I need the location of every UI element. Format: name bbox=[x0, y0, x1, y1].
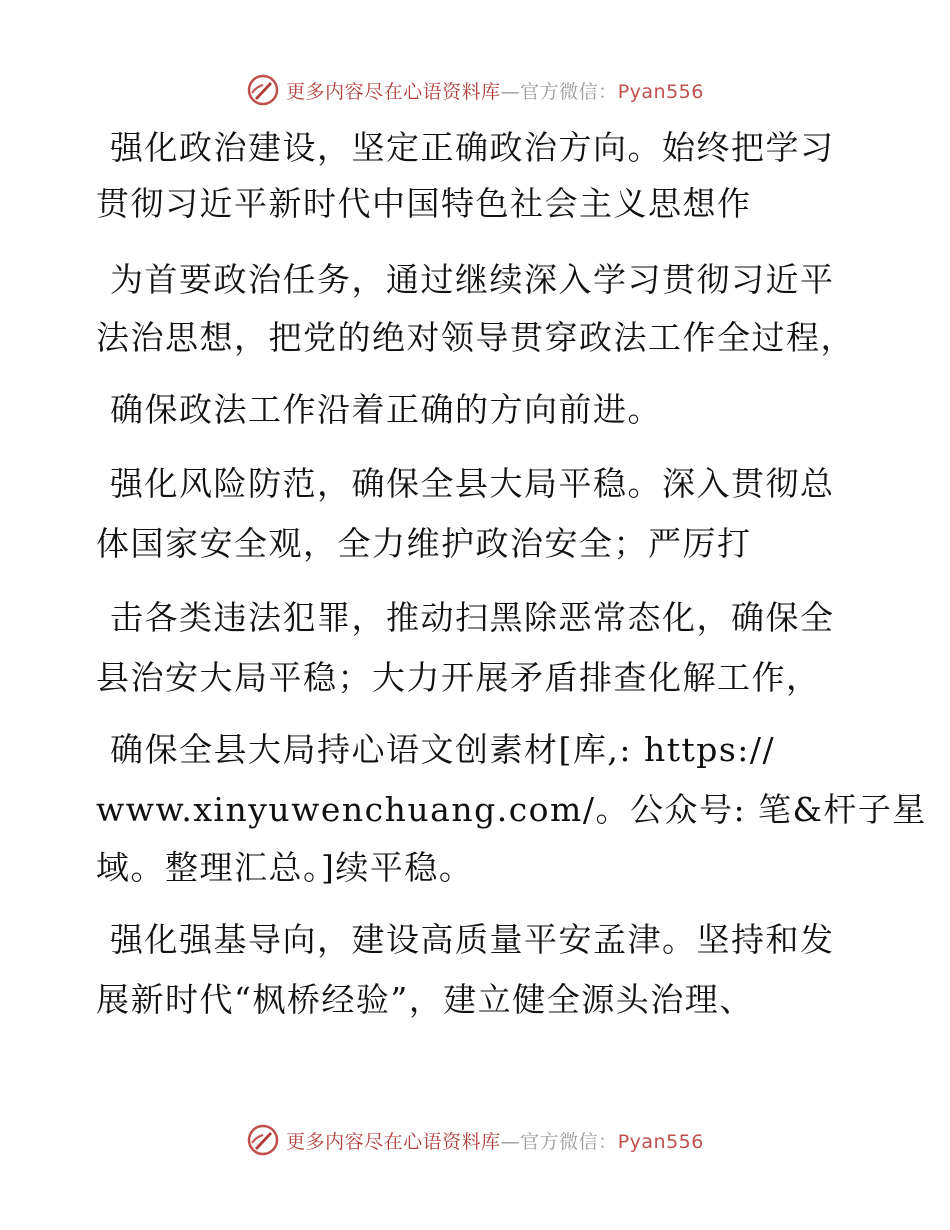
banner-wechat-label: 官方微信： bbox=[520, 80, 618, 103]
body-line: 击各类违法犯罪，推动扫黑除恶常态化，确保全 bbox=[110, 598, 835, 637]
banner-wechat-id: Pyan556 bbox=[617, 1130, 704, 1153]
quill-logo-icon bbox=[246, 73, 280, 107]
body-line: 展新时代“枫桥经验”，建立健全源头治理、 bbox=[96, 980, 754, 1019]
footer-banner bbox=[0, 1120, 950, 1160]
banner-dash: — bbox=[500, 80, 521, 103]
body-line: 县治安大局平稳；大力开展矛盾排查化解工作， bbox=[96, 658, 821, 697]
body-line: 域。整理汇总。]续平稳。 bbox=[96, 848, 474, 887]
quill-logo-icon bbox=[246, 1123, 280, 1157]
body-line: 法治思想，把党的绝对领导贯穿政法工作全过程， bbox=[96, 318, 855, 357]
banner-main-text: 更多内容尽在心语资料库 bbox=[286, 80, 501, 103]
body-line: 确保政法工作沿着正确的方向前进。 bbox=[110, 390, 662, 429]
body-line: 体国家安全观，全力维护政治安全；严厉打 bbox=[96, 524, 752, 563]
header-banner bbox=[0, 70, 950, 110]
body-line: 强化政治建设，坚定正确政治方向。始终把学习 bbox=[110, 128, 835, 167]
body-line: 强化强基导向，建设高质量平安孟津。坚持和发 bbox=[110, 920, 835, 959]
banner-text bbox=[286, 77, 704, 104]
banner-wechat-id: Pyan556 bbox=[617, 80, 704, 103]
body-line: 贯彻习近平新时代中国特色社会主义思想作 bbox=[96, 184, 752, 223]
banner-wechat-label: 官方微信： bbox=[520, 1130, 618, 1153]
body-line: 强化风险防范，确保全县大局平稳。深入贯彻总 bbox=[110, 464, 835, 503]
body-line: www.xinyuwenchuang.com/。公众号: 笔&杆子星 bbox=[96, 790, 927, 829]
banner-dash: — bbox=[500, 1130, 521, 1153]
body-line: 确保全县大局持心语文创素材[库,: https:// bbox=[110, 730, 776, 769]
banner-text bbox=[286, 1127, 704, 1154]
body-line: 为首要政治任务，通过继续深入学习贯彻习近平 bbox=[110, 260, 835, 299]
banner-main-text: 更多内容尽在心语资料库 bbox=[286, 1130, 501, 1153]
